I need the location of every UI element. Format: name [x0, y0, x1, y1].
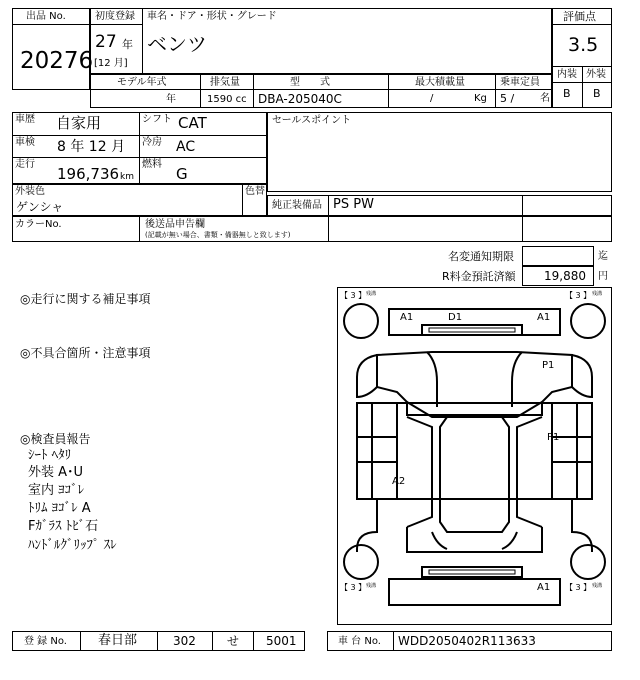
- later-docs-label: 後送品申告欄: [145, 219, 205, 230]
- tire-front-right-label: 【 3 】: [565, 291, 592, 300]
- capacity-label: 乗車定員: [500, 77, 540, 88]
- divider: [253, 631, 254, 651]
- max-load-label: 最大積載量: [415, 77, 465, 88]
- capacity-unit: 名: [540, 93, 550, 104]
- inspector-note: ﾊﾝﾄﾞﾙｸﾞﾘｯﾌﾟ ｽﾚ: [28, 538, 117, 553]
- notice-unit: 迄: [598, 251, 608, 262]
- divider: [139, 216, 140, 242]
- inspector-heading: ◎検査員報告: [20, 432, 91, 446]
- color-no-label: カラーNo.: [15, 219, 62, 230]
- max-load-value: /: [430, 93, 434, 104]
- divider: [200, 74, 201, 108]
- mark-rear-right: A1: [537, 582, 551, 593]
- year-unit: 年: [122, 38, 133, 51]
- interior-grade: B: [563, 87, 571, 100]
- aircon-value: AC: [176, 139, 196, 155]
- capacity-value: 5 /: [500, 92, 515, 105]
- first-reg-label: 初度登録: [95, 11, 135, 22]
- divider: [495, 74, 496, 108]
- car-diagram: [337, 287, 612, 625]
- model-value: DBA-205040C: [258, 92, 342, 106]
- tire-front-left-label: 【 3 】: [340, 291, 367, 300]
- divider: [90, 89, 552, 90]
- divider: [80, 631, 81, 651]
- month-value: [12 月]: [94, 58, 128, 69]
- history-value: 自家用: [56, 114, 102, 132]
- divider: [242, 184, 243, 216]
- color-change-label: 色替: [245, 186, 265, 197]
- year-value: 27: [95, 32, 117, 52]
- inspector-note: Fｶﾞﾗｽ ﾄﾋﾞ石: [28, 519, 99, 534]
- equipment-label: 純正装備品: [272, 200, 322, 211]
- recycle-value: 19,880: [544, 269, 586, 283]
- mileage-unit: km: [120, 172, 134, 182]
- divider: [12, 24, 90, 25]
- inspection-value: 8 年 12 月: [57, 139, 126, 155]
- aircon-label: 冷房: [142, 137, 162, 148]
- model-year-unit: 年: [166, 94, 176, 105]
- model-year-label: モデル年式: [117, 77, 167, 88]
- mileage-value: 196,736: [57, 165, 120, 183]
- ext-color-label: 外装色: [15, 186, 45, 197]
- displacement-value: 1590 cc: [207, 94, 247, 105]
- divider: [142, 8, 143, 74]
- mark-fender-right: P1: [542, 360, 555, 371]
- displacement-label: 排気量: [210, 77, 240, 88]
- divider: [388, 74, 389, 108]
- ext-color-value: ゲンシャ: [16, 200, 64, 214]
- reg-kana: せ: [227, 634, 240, 648]
- inspector-note: 外装 A･U: [28, 465, 84, 480]
- inspector-note: 室内 ﾖｺﾞﾚ: [28, 483, 85, 498]
- tire-rear-right-label: 【 3 】: [565, 583, 592, 592]
- divider: [157, 631, 158, 651]
- mark-front-left: A1: [400, 312, 414, 323]
- mark-door-left: A2: [392, 476, 406, 487]
- model-label: 型 式: [290, 77, 330, 88]
- defects-heading: ◎不具合箇所・注意事項: [20, 346, 151, 360]
- score-label: 評価点: [563, 10, 596, 23]
- divider: [253, 74, 254, 108]
- divider: [328, 195, 329, 216]
- tire-front-left-small: 残溝: [366, 291, 377, 297]
- shift-value: CAT: [178, 114, 207, 132]
- inspection-label: 車検: [15, 137, 35, 148]
- recycle-unit: 円: [598, 271, 608, 282]
- exterior-label: 外装: [586, 69, 606, 80]
- mileage-label: 走行: [15, 159, 35, 170]
- notice-label: 名変通知期限: [448, 250, 514, 263]
- divider: [393, 631, 394, 651]
- recycle-label: R料金預託済額: [442, 270, 516, 283]
- car-name: ベンツ: [147, 32, 207, 56]
- chassis-label: 車 台 No.: [338, 636, 381, 647]
- later-docs-note: (記載が無い場合、書類・備器無しと致します): [145, 231, 291, 239]
- interior-label: 内装: [557, 69, 577, 80]
- divider: [90, 24, 142, 25]
- notice-field: [522, 246, 594, 266]
- score-value: 3.5: [568, 34, 599, 56]
- sales-points-label: セールスポイント: [272, 115, 352, 126]
- divider: [212, 631, 213, 651]
- history-label: 車歴: [15, 114, 35, 125]
- divider: [552, 24, 612, 25]
- tire-rear-right-small: 残溝: [592, 583, 603, 589]
- shift-label: シフト: [142, 114, 172, 125]
- tire-rear-left-label: 【 3 】: [340, 583, 367, 592]
- divider: [522, 216, 523, 242]
- mark-door-right: P1: [547, 432, 560, 443]
- divider: [522, 195, 523, 216]
- divider: [328, 216, 329, 242]
- mark-front-center: D1: [448, 312, 463, 323]
- inspector-note: ｼｰﾄ ﾍﾀﾘ: [28, 448, 72, 463]
- lot-number: 20276: [20, 48, 94, 74]
- supplement-heading: ◎走行に関する補足事項: [20, 292, 151, 306]
- inspector-note: ﾄﾘﾑ ﾖｺﾞﾚ A: [28, 501, 91, 516]
- mark-front-right: A1: [537, 312, 551, 323]
- fuel-label: 燃料: [142, 159, 162, 170]
- divider: [139, 112, 140, 184]
- tire-rear-left-small: 残溝: [366, 583, 377, 589]
- max-load-unit: Kg: [474, 93, 487, 104]
- chassis-value: WDD2050402R113633: [398, 634, 536, 648]
- fuel-value: G: [176, 165, 188, 183]
- reg-area: 春日部: [98, 633, 138, 648]
- tire-front-right-small: 残溝: [592, 291, 603, 297]
- divider: [582, 66, 583, 108]
- lot-label: 出品 No.: [26, 11, 66, 22]
- equipment-value: PS PW: [333, 197, 374, 212]
- reg-class: 302: [173, 634, 196, 648]
- reg-number: 5001: [266, 634, 297, 648]
- exterior-grade: B: [593, 87, 601, 100]
- reg-label: 登 録 No.: [24, 636, 67, 647]
- car-name-label: 車名・ドア・形状・グレード: [147, 11, 277, 22]
